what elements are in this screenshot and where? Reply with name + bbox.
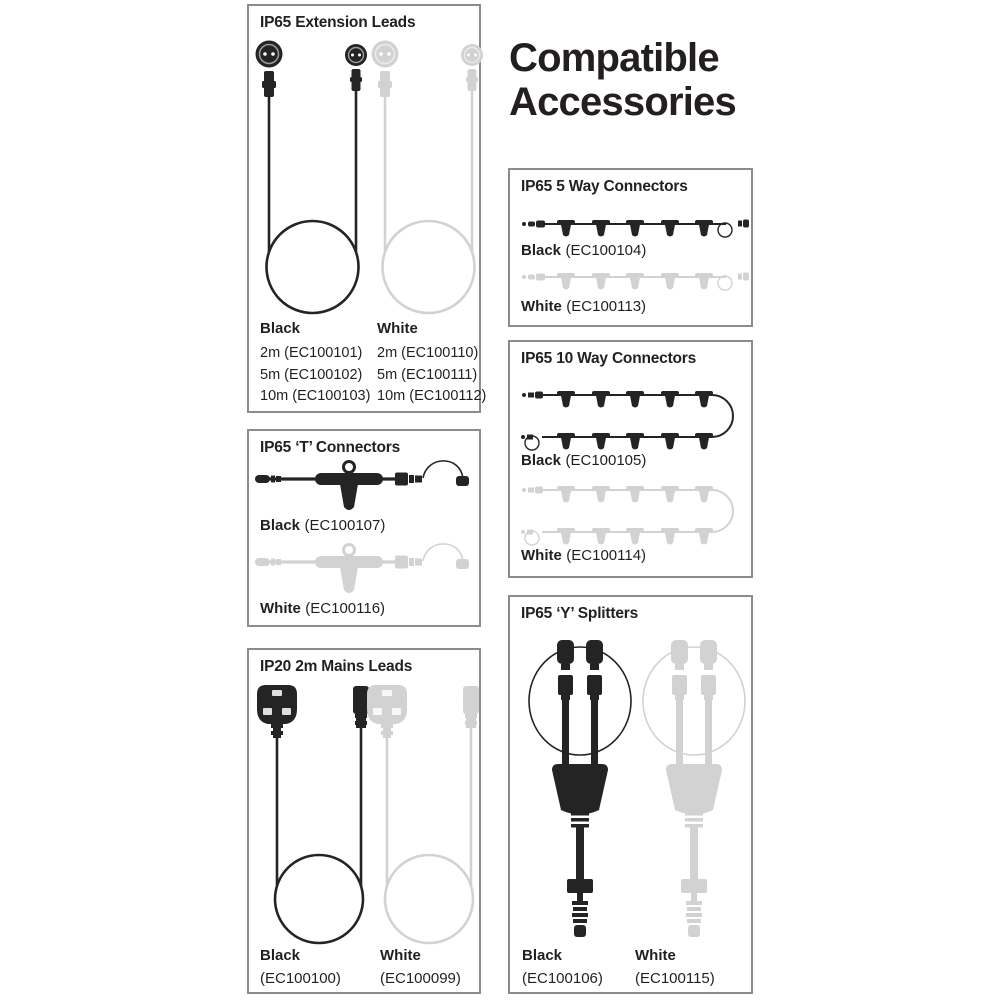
ten-way-black-illustration	[516, 381, 748, 463]
list-item: 10m (EC100112)	[377, 388, 487, 404]
black-label: Black	[521, 452, 562, 469]
ten-way-white-caption	[521, 547, 646, 565]
white-label: White	[260, 600, 301, 617]
page-title-line1: Compatible	[509, 36, 719, 80]
ten-way-black-caption	[521, 452, 646, 470]
panel-five-way-connectors	[508, 168, 753, 327]
black-code: (EC100106)	[522, 970, 603, 987]
white-code: (EC100115)	[635, 970, 715, 987]
white-code: (EC100114)	[566, 547, 647, 564]
black-code: (EC100104)	[565, 242, 647, 259]
panel-y-splitters	[508, 595, 753, 994]
panel-t-connectors-title: IP65 ‘T’ Connectors	[260, 439, 401, 456]
white-code: (EC100116)	[305, 600, 386, 617]
list-item: 2m (EC100110)	[377, 345, 479, 361]
extension-leads-white-label: White	[377, 320, 418, 337]
white-code: (EC100099)	[380, 970, 461, 987]
y-splitters-white-caption	[635, 947, 715, 987]
panel-extension-leads	[247, 4, 487, 413]
y-splitters-black-caption	[522, 947, 603, 987]
panel-y-splitters-title: IP65 ‘Y’ Splitters	[521, 605, 639, 622]
mains-leads-white-caption	[380, 947, 461, 987]
five-way-black-caption	[521, 242, 646, 260]
black-code: (EC100100)	[260, 970, 341, 987]
list-item: 5m (EC100102)	[260, 366, 363, 383]
extension-lead-white-illustration	[365, 41, 492, 317]
t-connectors-black-caption	[260, 517, 385, 535]
five-way-white-illustration	[518, 263, 750, 299]
extension-leads-black-label: Black	[260, 320, 301, 337]
five-way-white-caption	[521, 298, 646, 316]
panel-mains-leads	[247, 648, 481, 994]
white-label: White	[521, 547, 562, 564]
black-label: Black	[522, 947, 563, 964]
black-label: Black	[260, 517, 301, 534]
ten-way-white-illustration	[516, 476, 748, 558]
white-code: (EC100113)	[566, 298, 647, 315]
extension-leads-white-items	[377, 343, 486, 408]
panel-ten-way-title: IP65 10 Way Connectors	[521, 350, 697, 367]
extension-leads-black-items	[260, 343, 370, 408]
page-title	[509, 36, 736, 124]
panel-t-connectors	[247, 429, 481, 627]
five-way-black-illustration	[518, 210, 750, 246]
mains-lead-white-illustration	[362, 682, 502, 952]
black-label: Black	[260, 947, 301, 964]
panel-five-way-title: IP65 5 Way Connectors	[521, 178, 688, 195]
mains-leads-black-caption	[260, 947, 341, 987]
list-item: 2m (EC100101)	[260, 345, 363, 361]
extension-lead-black-illustration	[249, 41, 376, 317]
black-code: (EC100105)	[565, 452, 647, 469]
panel-mains-leads-title: IP20 2m Mains Leads	[260, 658, 413, 675]
t-connector-white-illustration	[253, 540, 475, 602]
y-splitter-black-illustration	[525, 637, 635, 942]
t-connector-black-illustration	[253, 457, 475, 519]
white-label: White	[521, 298, 562, 315]
t-connectors-white-caption	[260, 600, 385, 618]
list-item: 5m (EC100111)	[377, 366, 478, 383]
y-splitter-white-illustration	[639, 637, 749, 942]
black-label: Black	[521, 242, 562, 259]
white-label: White	[380, 947, 421, 964]
white-label: White	[635, 947, 676, 964]
panel-ten-way-connectors	[508, 340, 753, 578]
black-code: (EC100107)	[304, 517, 386, 534]
list-item: 10m (EC100103)	[260, 388, 371, 404]
panel-extension-leads-title: IP65 Extension Leads	[260, 14, 416, 31]
page-title-line2: Accessories	[509, 80, 736, 124]
